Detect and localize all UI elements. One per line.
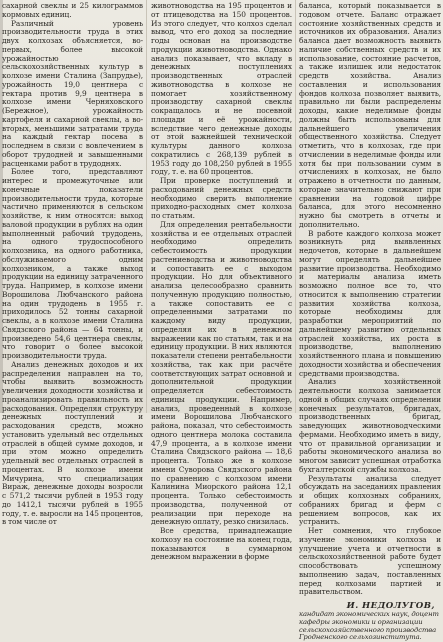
author-name: И. НЕДОЛУГОВ, — [346, 601, 435, 611]
column-divider — [146, 0, 147, 413]
article-column-3 — [299, 2, 441, 642]
article-paragraph: баланса, который показывается в годовом отчете. Баланс отражает состояние хозяйственных средств и источников их образования. Анализ баланса дает возможность выявить наличие собственных средств и их использование, состояние расчетов, а также излишек или недостаток средств хозяйства. Анализ составления и использования фондов колхоза позволяет выявить, правильно ли были распределены доходы, какие неделимые фонды должны быть использованы для дальнейшего увеличения общественного хозяйства. Следует отметить, что в колхозах, где при отчислении в неделимые фонды или хотя бы при пользовании сумм в отчислениях в колхозах, не было отражено в отчетности по данным, которые значительно снижают при сравнении на годовой цифре баланса, для этого несомненно нужно бы смотреть в отчеты и дополнительно. — [299, 1, 441, 229]
article-paragraph: Для определения рентабельности хозяйства и ее отдельных отраслей необходимо определить себестоимость продукции растениеводства и животноводства и сопоставить ее с выходом продукции. Но для объективного анализа целесообразно сравнить полученную продукцию полностью, а также сопоставить ее с определенными затратами по каждому виду продукции, определяя их в денежном выражении как по статьям, так и на единицу продукции. В них являются показатели степени рентабельности хозяйства, так как при расчёте соответствующих затрат основной и дополнительной продукции определяется себестоимость единицы продукции. Например, анализ, проведенный в колхозе имени Ворошилова Любчанского района, показал, что себестоимость одного центнера молока составила 47,9 процента, а в колхозе имени Сталина Свядзского района — 18,6 процента. Только же в колхозе имени Суворова Свядзского района по сравнению с колхозом имени Калинина Миорского района 12,1 процента. Только себестоимость производства, полученной от реализации при переходе на денежную оплату, резко снизилась. — [151, 219, 292, 527]
article-paragraph: В работе каждого колхоза может возникнуть ряд выявленных недочетов, которые в дальнейшем могут определять дальнейшее развитие производства. Необходимо и материалы анализа иметь возможно полное все то, что относится к выполнению стратегии развития хозяйства колхоза, которые необходимы для разработки мероприятий по дальнейшему развитию отдельных отраслей хозяйства, их роста в производстве, выполнению хозяйственного плана и повышению доходности хозяйства и обеспечения средствами производства. — [299, 228, 441, 378]
author-signature — [299, 601, 441, 642]
article-column-1 — [2, 2, 143, 527]
article-paragraph: Анализ хозяйственной деятельности колхоза занимается одной в общих случаях определении конечных результатов, бригадах, производственных бригад, заведующих животноводческими фермами. Необходимо иметь в виду, что от правильной организации и работы экономического анализа во многом зависит успешная отработка бухгалтерской службы колхоза. — [299, 377, 441, 474]
article-paragraph: животноводства на 195 процентов и от птицеводства на 150 процентов. Из этого следует, что колхоз сделал вывод, что его доход за последние годы основан на производстве продукции животноводства. Однако анализ показывает, что вкладу в денежных поступлениях производственных отраслей животноводства в колхозе не помогает хозяйственному производству сахарной свеклы сокращалось и не посевной площади и её урожайности, вследствие чего денежные доходы от этой важнейшей технической культуры данного колхоза сократились с 268,139 рублей в 1953 году до 108,250 рублей в 1955 году, т. е. на 60 процентов. — [151, 1, 292, 177]
article-paragraph: сахарной свеклы и 25 килограммов кормовых единиц. — [2, 1, 143, 19]
article-paragraph: Более того, представляют интерес и промежуточные или конечные показатели производительности труда, которые частично применяются в сельском хозяйстве, к ним относятся: выход валовой продукции в рублях на один выполненный рабочий трудодень, на одного трудоспособного колхозника, на одного работника, обслуживаемого одним колхозником, а также выход продукции на единицу затраченного труда. Например, в колхозе имени Ворошилова Любчанского района на один трудодень в 1955 г. приходилось 52 тонны сахарной свеклы, а в колхозе имени Сталина Свядзского района — 64 тонны, и произведено 54,6 центнера свеклы, что говорит о более высокой производительности труда. — [2, 167, 143, 360]
column-divider — [295, 0, 296, 413]
article-paragraph: Различный уровень производительности труда в этих двух колхозах объясняется, во-первых, более высокой урожайностью сельскохозяйственных культур в колхозе имени Сталина (Запрудье), урожайность 19,0 центнера с гектара против 9,9 центнера в колхозе имени Черняховского (Бережное), урожайность картофеля и сахарной свеклы, а во-вторых, меньшими затратами труда на каждый гектар посева в последнем в связи с вовлечением в оборот трудодней и завышенными расценками работ в трудоднях. — [2, 18, 143, 168]
article-paragraph: Нет сомнения, что глубокое изучение экономики колхоза и улучшение учета и отчетности в сельскохозяйственной работе будет способствовать успешному выполнению задач, поставленных перед колхозами партией и правительством. — [299, 526, 441, 597]
article-paragraph: Анализ денежных доходов и их распределения направлен на то, чтобы выявить возможность увеличения доходности хозяйства и проанализировать правильность их расходования. Определяя структуру денежных поступлений и расходования средств, можно установить удельный вес отдельных отраслей в общей сумме доходов, и при этом можно определить удельный вес отдельных отраслей в процентах. В колхозе имени Мичурина, что специализация Вираж, денежные доходы возросли с 571,2 тысячи рублей в 1953 году до 1412,1 тысячи рублей в 1955 году, т. е. выросли на 145 процентов, в том числе от — [2, 359, 143, 527]
article-paragraph: При проверке поступлений и расходований денежных средств необходимо сверить выполнение приходно-расходных смет колхоза по статьям. — [151, 176, 292, 220]
author-title: кандидат экономических наук, доцент кафедры экономики и организации сельскохозяйственного производства Гродненского сельхозинститута. — [299, 610, 439, 642]
article-column-2 — [151, 2, 292, 562]
article-paragraph: Все средства, принадлежащие колхозу на состояние на конец года, показываются в суммарном денежном выражении в форме — [151, 526, 292, 562]
article-paragraph: Результаты анализа следует обсуждать на заседаниях правления и общих колхозных собраниях, собраниях бригад и ферм с решением вопросов, как их устранить. — [299, 473, 441, 527]
